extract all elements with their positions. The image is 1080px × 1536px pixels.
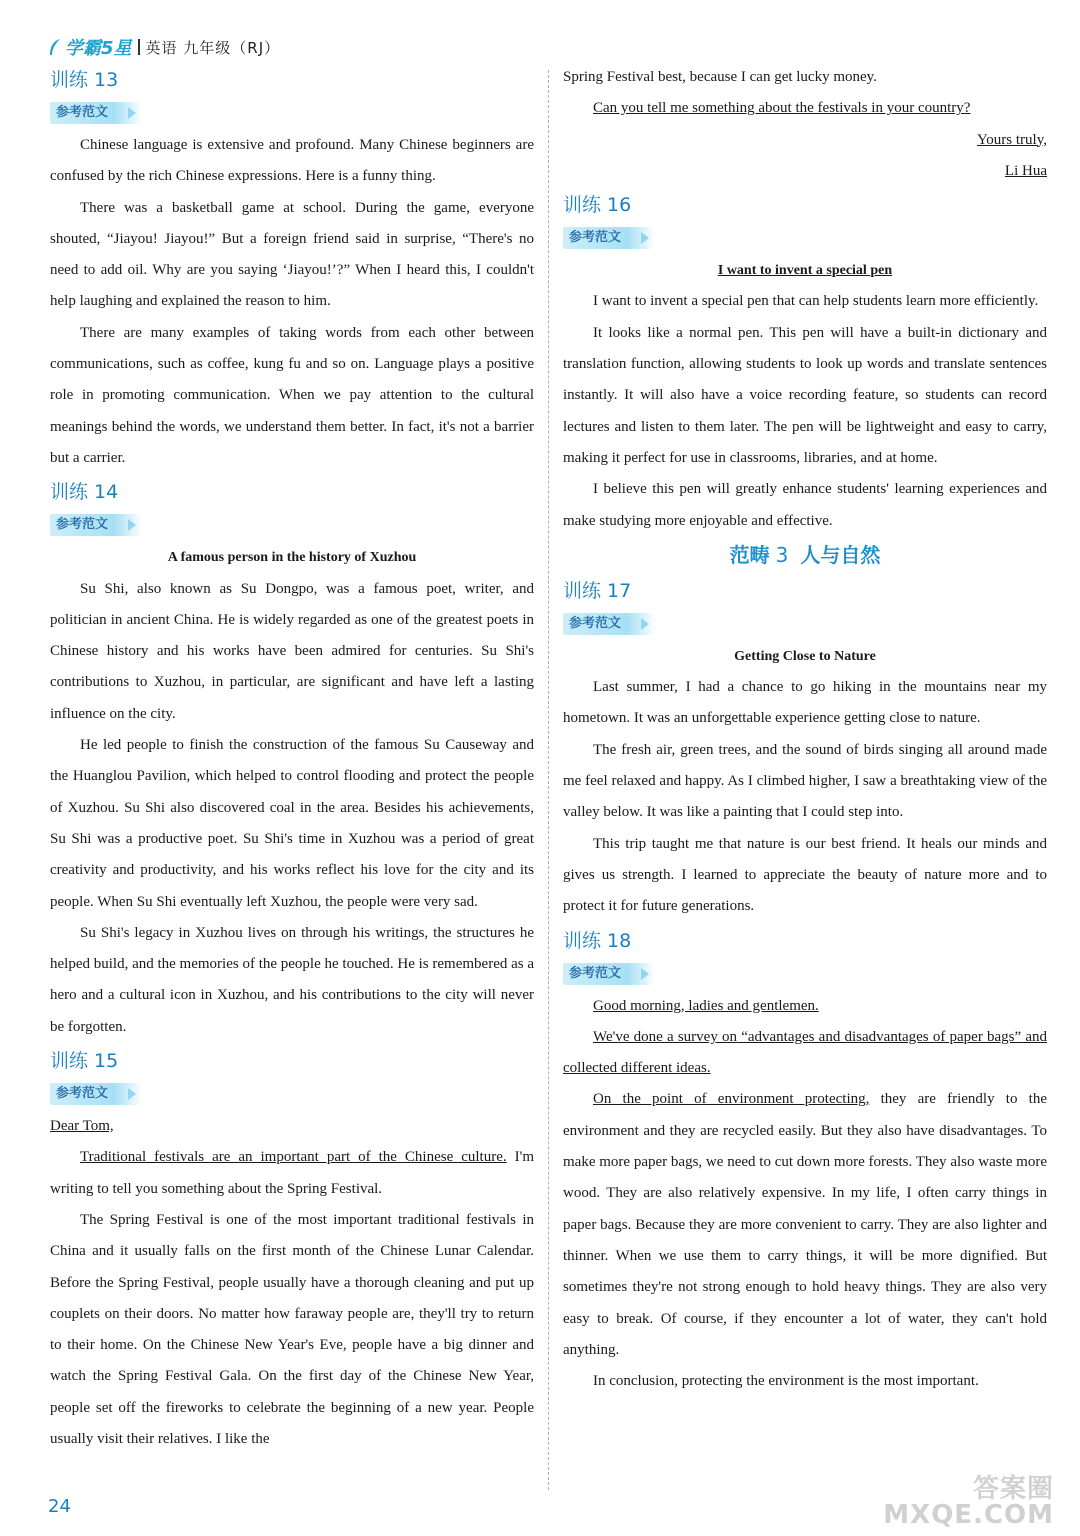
watermark-line2: MXQE.COM: [883, 1500, 1054, 1530]
letter-continuation: Spring Festival best, because I can get lucky money.: [563, 69, 877, 85]
paragraph: In conclusion, protecting the environment is the most important.: [593, 1373, 979, 1390]
letter-salutation: [50, 1111, 534, 1142]
category-number: 3: [775, 542, 789, 567]
paragraph: [563, 1084, 1047, 1366]
left-column: [50, 62, 534, 1455]
reference-badge: 参考范文: [563, 227, 655, 249]
paragraph: The Spring Festival is one of the most important traditional festivals in China and it usually falls on the first month of the Chinese Lunar Calendar. Before the Spring Festival, people usually have a thorough cleaning and put up couplets on their doors. No matter how faraway people are, they'll try to return to their home. On the Chinese New Year's Eve, people have a big dinner and watch the Spring Festival Gala. On the first day of the Chinese New Year, people set off the fireworks to celebrate the beginning of a new year. People usually visit their relatives. I like the: [50, 1211, 534, 1447]
header-subject: 英语 九年级（RJ）: [145, 38, 281, 57]
page-header: [48, 34, 280, 60]
paragraph: The fresh air, green trees, and the sound of birds singing all around made me feel relaxed and happy. As I climbed higher, I saw a breathtaking view of the valley below. It was like a painting that I could step into.: [563, 741, 1047, 821]
speech-greeting: [563, 991, 1047, 1022]
paragraph: Last summer, I had a chance to go hiking in the mountains near my hometown. It was an unforgettable experience getting close to nature.: [563, 679, 1047, 727]
section-heading-17: 训练 17: [563, 579, 632, 602]
paragraph: There was a basketball game at school. During the game, everyone shouted, “Jiayou! Jiayou!” But a foreign friend said in surprise, “There's no need to add oil. Why are you saying ‘Jiayou!’?” When I heard this, I couldn't help laughing and explained the reason to him.: [50, 199, 534, 310]
reference-badge: 参考范文: [50, 102, 142, 124]
paragraph: He led people to finish the construction of the famous Su Causeway and the Huanglou Pavilion, which helped to control flooding and protect the people of Xuzhou. Su Shi also discovered coal in the area. Besides his achievements, Su Shi was a productive poet. Su Shi's time in Xuzhou was a period of great creativity and productivity, and his works reflect his love for the city and its people. When Su Shi eventually left Xuzhou, the people were very sad.: [50, 737, 534, 910]
section-heading-18: 训练 18: [563, 929, 632, 952]
paragraph: Su Shi, also known as Su Dongpo, was a famous poet, writer, and politician in ancient China. He is widely regarded as one of the greatest poets in Chinese history and his works have been admired for centuries. Su Shi's contributions to Xuzhou, in particular, are significant and have left a lasting influence on the city.: [50, 580, 534, 722]
letter-closing: [563, 125, 1047, 156]
closing-text: Yours truly,: [976, 131, 1047, 148]
watermark: [883, 1476, 1054, 1528]
sentence-rest: I'm writing to tell you something about the Spring Festival.: [50, 1149, 534, 1197]
survey-text: We've done a survey on “advantages and disadvantages of paper bags” and collected different ideas.: [563, 1028, 1047, 1077]
paragraph-rest: they are friendly to the environment and they are recycled easily. But they also have disadvantages. To make more paper bags, we need to cut down more forests. They also waste more wood. They are also relatively expensive. In my life, I often carry things in paper bags. Because they are more convenient to carry. They are also lighter and thinner. When we use them to carry things, it will be more dignified. But sometimes they're not strong enough to hold heavy things. They are also very easy to break. Of course, if they encounter a lot of water, they can't hold anything.: [563, 1091, 1047, 1358]
paragraph: Chinese language is extensive and profound. Many Chinese beginners are confused by the rich Chinese expressions. Here is a funny thing.: [50, 137, 534, 185]
brand-name: 学霸5星: [65, 38, 132, 59]
reference-badge: 参考范文: [563, 613, 655, 635]
letter-signature: [563, 156, 1047, 187]
page-number: 24: [48, 1496, 71, 1517]
underlined-sentence: Traditional festivals are an important part of the Chinese culture.: [80, 1149, 507, 1166]
paragraph: This trip taught me that nature is our best friend. It heals our minds and gives us strength. I learned to appreciate the beauty of nature more and to protect it for future generations.: [563, 835, 1047, 915]
section-heading-13: 训练 13: [50, 69, 119, 91]
essay-title: Getting Close to Nature: [734, 648, 876, 664]
header-divider: [138, 39, 140, 55]
paragraph: Su Shi's legacy in Xuzhou lives on through his writings, the structures he helped build, and the memories of the people he touched. He is remembered as a hero and a cultural icon in Xuzhou, and his contributions to the city will never be forgotten.: [50, 924, 534, 1035]
underlined-phrase: On the point of environment protecting,: [593, 1091, 870, 1108]
section-heading-16: 训练 16: [563, 194, 632, 217]
essay-title-text: I want to invent a special pen: [717, 263, 893, 279]
section-heading-15: 训练 15: [50, 1050, 119, 1073]
essay-title: [563, 255, 1047, 286]
section-heading-14: 训练 14: [50, 481, 119, 504]
paragraph: It looks like a normal pen. This pen will have a built-in dictionary and translation function, allowing students to look up words and translate sentences instantly. It will also have a voice recording feature, so students can record lectures and listen to them later. The pen will be lightweight and easy to carry, making it perfect for use in classrooms, libraries, and at home.: [563, 324, 1047, 466]
column-divider: [548, 70, 549, 1490]
paragraph: There are many examples of taking words from each other between communications, such as coffee, kung fu and so on. Language plays a positive role in promoting communication. When we pay attention to the cultural meanings behind the words, we understand them better. In fact, it's not a barrier but a carrier.: [50, 324, 534, 466]
speech-survey: [563, 1022, 1047, 1085]
letter-question: [563, 93, 1047, 124]
paragraph: I believe this pen will greatly enhance students' learning experiences and make studying more enjoyable and effective.: [563, 481, 1047, 529]
paragraph: [50, 1142, 534, 1205]
watermark-line1: 答案圈: [972, 1474, 1054, 1504]
category-label: 范畴: [729, 542, 770, 567]
category-name: 人与自然: [800, 542, 881, 567]
reference-badge: 参考范文: [563, 963, 655, 985]
reference-badge: 参考范文: [50, 1083, 142, 1105]
paragraph: I want to invent a special pen that can help students learn more efficiently.: [593, 293, 1039, 310]
right-column: [563, 62, 1047, 1397]
underlined-question: Can you tell me something about the festivals in your country?: [593, 100, 971, 117]
greeting-text: Good morning, ladies and gentlemen.: [593, 997, 819, 1014]
brand-logo: [48, 34, 132, 60]
essay-title: A famous person in the history of Xuzhou: [167, 550, 417, 566]
reference-badge: 参考范文: [50, 514, 142, 536]
category-heading: [563, 537, 1047, 573]
signature-text: Li Hua: [1004, 162, 1047, 179]
feather-icon: [48, 38, 62, 56]
salutation-text: Dear Tom,: [50, 1118, 114, 1135]
